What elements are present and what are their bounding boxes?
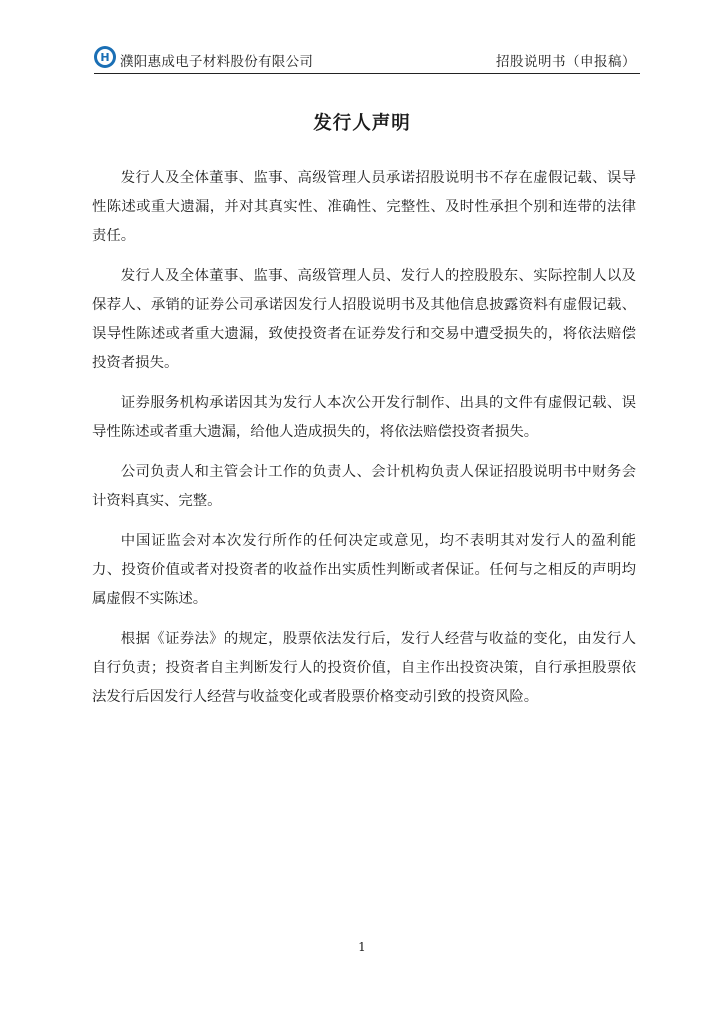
paragraph-4: 公司负责人和主管会计工作的负责人、会计机构负责人保证招股说明书中财务会计资料真实、完整。: [92, 464, 636, 509]
logo-letter: H: [97, 49, 113, 65]
page-header: [94, 44, 640, 74]
document-type: 招股说明书（申报稿）: [496, 54, 636, 70]
paragraph-5: 中国证监会对本次发行所作的任何决定或意见，均不表明其对发行人的盈利能力、投资价值或者对投资者的收益作出实质性判断或者保证。任何与之相反的声明均属虚假不实陈述。: [92, 533, 636, 607]
header-divider: [94, 73, 640, 74]
page-number: 1: [358, 940, 366, 954]
paragraph-1: 发行人及全体董事、监事、高级管理人员承诺招股说明书不存在虚假记载、误导性陈述或重大遗漏，并对其真实性、准确性、完整性、及时性承担个别和连带的法律责任。: [92, 170, 636, 244]
paragraph-6: 根据《证券法》的规定，股票依法发行后，发行人经营与收益的变化，由发行人自行负责；投资者自主判断发行人的投资价值，自主作出投资决策，自行承担股票依法发行后因发行人经营与收益变化或者股票价格变动引致的投资风险。: [92, 631, 636, 705]
paragraph-3: 证券服务机构承诺因其为发行人本次公开发行制作、出具的文件有虚假记载、误导性陈述或者重大遗漏，给他人造成损失的，将依法赔偿投资者损失。: [92, 395, 636, 440]
company-name: 濮阳惠成电子材料股份有限公司: [120, 54, 314, 70]
company-logo-icon: [94, 46, 116, 68]
page-title: 发行人声明: [313, 113, 411, 134]
paragraph-2: 发行人及全体董事、监事、高级管理人员、发行人的控股股东、实际控制人以及保荐人、承销的证券公司承诺因发行人招股说明书及其他信息披露资料有虚假记载、误导性陈述或者重大遗漏，致使投资者在证券发行和交易中遭受损失的，将依法赔偿投资者损失。: [92, 268, 636, 371]
declaration-body: [92, 164, 636, 723]
